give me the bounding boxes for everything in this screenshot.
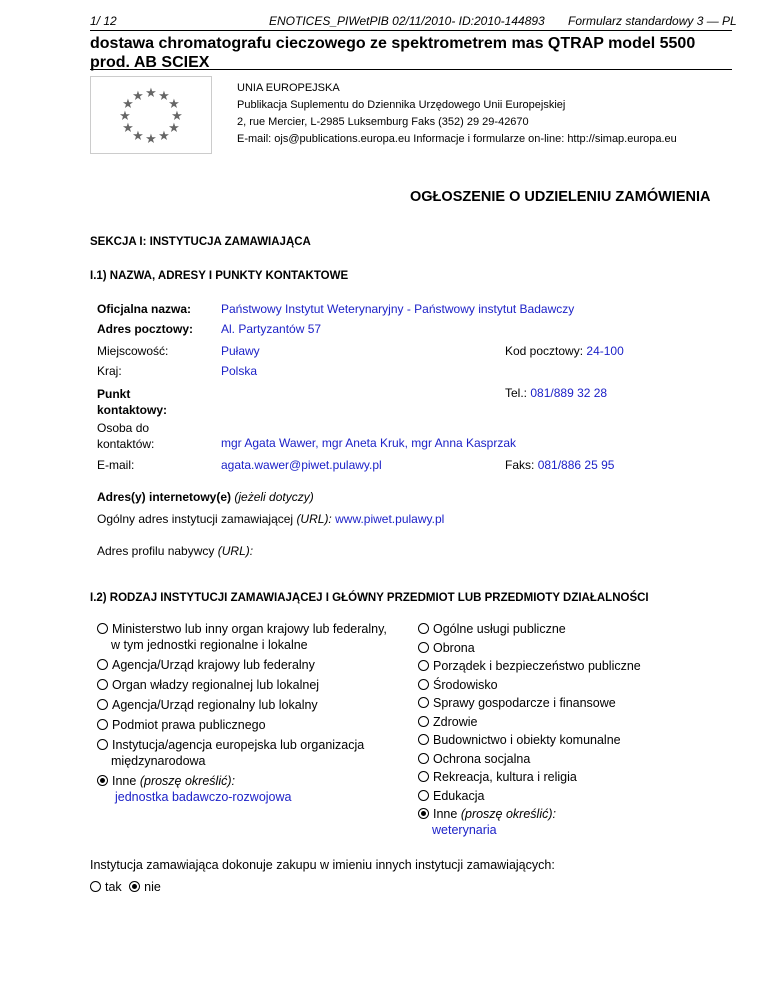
radio-icon[interactable] xyxy=(97,699,108,710)
notice-title: OGŁOSZENIE O UDZIELENIU ZAMÓWIENIA xyxy=(410,189,711,205)
svg-text:★: ★ xyxy=(122,97,134,112)
radio-icon[interactable] xyxy=(418,679,429,690)
contact-person-value: mgr Agata Wawer, mgr Aneta Kruk, mgr Anna Kasprzak xyxy=(221,436,517,450)
activity-other-value: weterynaria xyxy=(432,823,497,837)
activity-recreation[interactable]: Rekreacja, kultura i religia xyxy=(418,769,738,785)
authority-type-eu-institution[interactable]: Instytucja/agencja europejska lub organizacja xyxy=(97,737,407,753)
radio-icon[interactable] xyxy=(418,771,429,782)
radio-icon[interactable] xyxy=(97,739,108,750)
subsection-heading-i2: I.2) RODZAJ INSTYTUCJI ZAMAWIAJĄCEJ I GŁÓWNY PRZEDMIOT LUB PRZEDMIOTY DZIAŁALNOŚCI xyxy=(90,592,649,604)
general-url-row xyxy=(97,512,444,526)
authority-type-national-agency[interactable]: Agencja/Urząd krajowy lub federalny xyxy=(97,657,407,673)
radio-icon[interactable] xyxy=(418,660,429,671)
radio-icon[interactable] xyxy=(418,716,429,727)
publisher-line-2: Publikacja Suplementu do Dziennika Urzędowego Unii Europejskiej xyxy=(237,99,566,111)
buyer-profile-label: Adres profilu nabywcy xyxy=(97,544,215,558)
svg-text:★: ★ xyxy=(171,109,183,124)
subsection-heading-i1: I.1) NAZWA, ADRESY I PUNKTY KONTAKTOWE xyxy=(90,270,349,282)
radio-icon[interactable] xyxy=(418,734,429,745)
activity-public-order[interactable]: Porządek i bezpieczeństwo publiczne xyxy=(418,658,738,674)
authority-type-public-law-body[interactable]: Podmiot prawa publicznego xyxy=(97,717,407,733)
activity-housing[interactable]: Budownictwo i obiekty komunalne xyxy=(418,732,738,748)
eu-stars-icon xyxy=(91,77,211,153)
on-behalf-question: Instytucja zamawiająca dokonuje zakupu w imieniu innych instytucji zamawiających: xyxy=(90,858,555,872)
fax-value: 081/886 25 95 xyxy=(537,458,615,472)
phone-value: 081/889 32 28 xyxy=(530,386,608,400)
publisher-info xyxy=(237,80,677,148)
publisher-line-4: E-mail: ojs@publications.europa.eu Informacje i formularze on-line: http://simap.europa.eu xyxy=(237,133,677,145)
city-label: Miejscowość: xyxy=(97,344,169,358)
form-name: Formularz standardowy 3 — PL xyxy=(568,14,737,28)
svg-text:★: ★ xyxy=(145,86,157,101)
activity-environment[interactable]: Środowisko xyxy=(418,677,738,693)
internet-label: Adres(y) internetowy(e) xyxy=(97,490,232,504)
authority-type-other-value: jednostka badawczo-rozwojowa xyxy=(115,790,292,804)
svg-text:★: ★ xyxy=(132,129,144,144)
radio-icon[interactable] xyxy=(97,623,108,634)
radio-icon[interactable] xyxy=(418,697,429,708)
phone-label: Tel.: xyxy=(505,386,528,400)
activity-health[interactable]: Zdrowie xyxy=(418,714,738,730)
svg-text:★: ★ xyxy=(168,97,180,112)
title-rule xyxy=(90,69,732,70)
phone-field xyxy=(505,386,607,400)
radio-icon[interactable] xyxy=(97,719,108,730)
header-rule xyxy=(90,30,732,31)
page-number: 1/ 12 xyxy=(90,14,117,28)
radio-icon[interactable] xyxy=(418,753,429,764)
country-value: Polska xyxy=(221,364,258,378)
activity-education[interactable]: Edukacja xyxy=(418,788,738,804)
radio-icon[interactable] xyxy=(418,623,429,634)
activity-list xyxy=(418,621,738,838)
fax-label: Faks: xyxy=(505,458,535,472)
authority-type-other[interactable]: Inne (proszę określić): xyxy=(97,773,407,789)
buyer-profile-note: (URL): xyxy=(217,544,254,558)
internet-addresses xyxy=(97,490,314,504)
authority-type-list xyxy=(97,621,407,805)
fax-field xyxy=(505,458,614,472)
authority-type-regional-authority[interactable]: Organ władzy regionalnej lub lokalnej xyxy=(97,677,407,693)
section-heading: SEKCJA I: INSTYTUCJA ZAMAWIAJĄCA xyxy=(90,236,311,248)
general-url-note: (URL): xyxy=(296,512,332,526)
email-value[interactable]: agata.wawer@piwet.pulawy.pl xyxy=(221,458,382,472)
city-value: Puławy xyxy=(221,344,260,358)
authority-type-ministry-cont: w tym jednostki regionalne i lokalne xyxy=(111,638,308,652)
activity-other[interactable]: Inne (proszę określić): xyxy=(418,806,738,822)
authority-type-ministry[interactable]: Ministerstwo lub inny organ krajowy lub federalny, xyxy=(97,621,407,637)
authority-type-eu-institution-cont: międzynarodowa xyxy=(111,754,206,768)
postcode-field xyxy=(505,344,624,358)
svg-text:★: ★ xyxy=(145,132,157,147)
document-title: dostawa chromatografu cieczowego ze spektrometrem mas QTRAP model 5500 prod. AB SCIEX xyxy=(90,35,696,71)
postcode-value: 24-100 xyxy=(586,344,624,358)
contact-person-label: Osoba do kontaktów: xyxy=(97,421,155,451)
activity-social-protection[interactable]: Ochrona socjalna xyxy=(418,751,738,767)
activity-general-services[interactable]: Ogólne usługi publiczne xyxy=(418,621,738,637)
on-behalf-options xyxy=(90,879,161,895)
buyer-profile-row xyxy=(97,544,253,558)
notice-reference: ENOTICES_PIWetPIB 02/11/2010- ID:2010-144893 xyxy=(269,14,545,28)
country-label: Kraj: xyxy=(97,364,122,378)
radio-icon[interactable] xyxy=(97,659,108,670)
activity-defence[interactable]: Obrona xyxy=(418,640,738,656)
eu-emblem xyxy=(90,76,212,154)
postcode-label: Kod pocztowy: xyxy=(505,344,584,358)
radio-icon[interactable] xyxy=(418,642,429,653)
official-name-label: Oficjalna nazwa: xyxy=(97,302,192,316)
radio-icon[interactable] xyxy=(90,881,101,892)
authority-type-regional-agency[interactable]: Agencja/Urząd regionalny lub lokalny xyxy=(97,697,407,713)
svg-text:★: ★ xyxy=(132,89,144,104)
svg-text:★: ★ xyxy=(122,121,134,136)
activity-economic-affairs[interactable]: Sprawy gospodarcze i finansowe xyxy=(418,695,738,711)
on-behalf-yes[interactable]: tak xyxy=(90,880,122,894)
general-url-value[interactable]: www.piwet.pulawy.pl xyxy=(335,512,445,526)
radio-checked-icon[interactable] xyxy=(129,881,140,892)
radio-icon[interactable] xyxy=(418,790,429,801)
official-name-value: Państwowy Instytut Weterynaryjny - Państwowy instytut Badawczy xyxy=(221,302,575,316)
svg-text:★: ★ xyxy=(158,129,170,144)
address-label: Adres pocztowy: xyxy=(97,322,194,336)
address-value: Al. Partyzantów 57 xyxy=(221,322,322,336)
radio-checked-icon[interactable] xyxy=(97,775,108,786)
svg-text:★: ★ xyxy=(158,89,170,104)
general-url-label: Ogólny adres instytucji zamawiającej xyxy=(97,512,294,526)
publisher-line-3: 2, rue Mercier, L-2985 Luksemburg Faks (352) 29 29-42670 xyxy=(237,116,529,128)
radio-checked-icon[interactable] xyxy=(418,808,429,819)
contact-point-label: Punkt kontaktowy: xyxy=(97,387,168,417)
internet-note: (jeżeli dotyczy) xyxy=(234,490,314,504)
email-label: E-mail: xyxy=(97,458,135,472)
on-behalf-no[interactable]: nie xyxy=(129,880,161,894)
svg-text:★: ★ xyxy=(168,121,180,136)
publisher-line-1: UNIA EUROPEJSKA xyxy=(237,82,340,94)
svg-text:★: ★ xyxy=(119,109,131,124)
radio-icon[interactable] xyxy=(97,679,108,690)
